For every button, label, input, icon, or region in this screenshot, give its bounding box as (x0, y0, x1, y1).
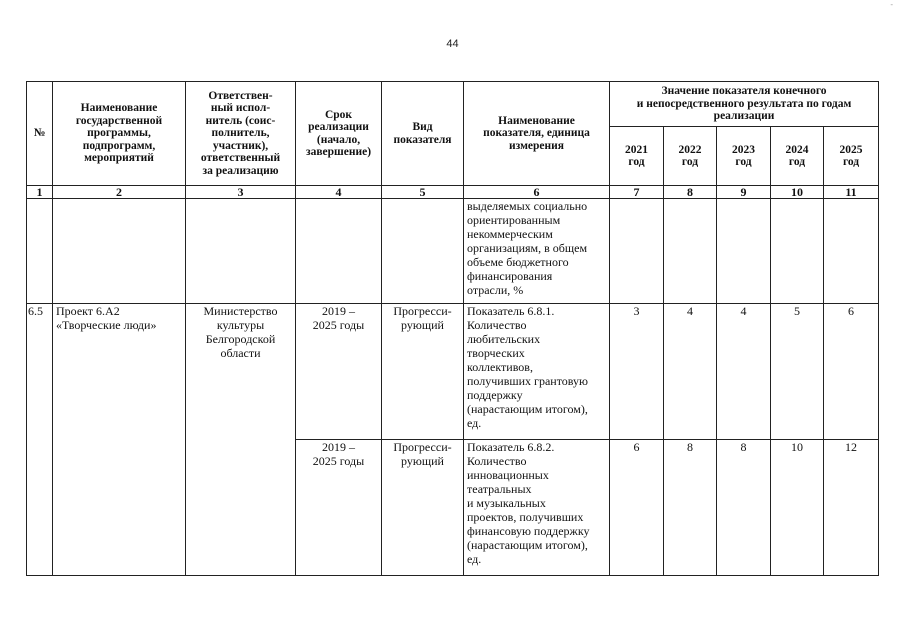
empty-cell (296, 199, 382, 304)
empty-cell (382, 199, 464, 304)
indicator-value: 8 (717, 440, 771, 576)
header-year: 2025 год (824, 127, 879, 186)
column-number: 4 (296, 186, 382, 199)
column-number: 10 (771, 186, 824, 199)
indicator-name: Показатель 6.8.2. Количество инновационных театральных и музыкальных проектов, получивших финансовую поддержку (нарастающим итогом), ед. (464, 440, 610, 576)
header-year: 2021 год (610, 127, 664, 186)
indicator-name: Показатель 6.8.1. Количество любительских творческих коллективов, получивших грантовую поддержку (нарастающим итогом), ед. (464, 304, 610, 440)
indicator-value: 4 (664, 304, 717, 440)
empty-cell (27, 199, 53, 304)
column-number: 2 (53, 186, 186, 199)
table-row (27, 304, 879, 440)
indicator-value: 6 (824, 304, 879, 440)
empty-cell (717, 199, 771, 304)
header-col-responsible: Ответствен- ный испол- нитель (соис- полнитель, участник), ответственный за реализацию (186, 82, 296, 186)
column-number: 3 (186, 186, 296, 199)
header-values-group: Значение показателя конечного и непосредственного результата по годам реализации (610, 82, 879, 127)
header-col-no: № (27, 82, 53, 186)
header-col-type: Вид показателя (382, 82, 464, 186)
header-col-term: Срок реализации (начало, завершение) (296, 82, 382, 186)
column-number: 7 (610, 186, 664, 199)
column-number: 9 (717, 186, 771, 199)
indicator-value: 10 (771, 440, 824, 576)
indicator-term: 2019 – 2025 годы (296, 440, 382, 576)
page-number: 44 (446, 38, 459, 50)
project-name: Проект 6.А2 «Творческие люди» (53, 304, 186, 576)
indicator-value: 8 (664, 440, 717, 576)
indicators-table (26, 81, 879, 576)
header-year: 2024 год (771, 127, 824, 186)
empty-cell (186, 199, 296, 304)
empty-cell (771, 199, 824, 304)
table-row (27, 199, 879, 304)
indicator-value: 3 (610, 304, 664, 440)
column-number: 6 (464, 186, 610, 199)
column-number: 1 (27, 186, 53, 199)
indicator-value: 4 (717, 304, 771, 440)
empty-cell (664, 199, 717, 304)
header-year: 2023 год (717, 127, 771, 186)
column-number: 5 (382, 186, 464, 199)
empty-cell (53, 199, 186, 304)
indicator-value: 12 (824, 440, 879, 576)
project-responsible: Министерство культуры Белгородской области (186, 304, 296, 576)
empty-cell (824, 199, 879, 304)
indicator-value: 6 (610, 440, 664, 576)
indicator-type: Прогресси- рующий (382, 440, 464, 576)
header-year: 2022 год (664, 127, 717, 186)
column-number: 11 (824, 186, 879, 199)
project-number: 6.5 (27, 304, 53, 576)
indicator-name-continued: выделяемых социально ориентированным некоммерческим организациям, в общем объеме бюджетного финансирования отрасли, % (464, 199, 610, 304)
indicator-type: Прогресси- рующий (382, 304, 464, 440)
column-number: 8 (664, 186, 717, 199)
indicator-term: 2019 – 2025 годы (296, 304, 382, 440)
indicator-value: 5 (771, 304, 824, 440)
header-col-program: Наименование государственной программы, подпрограмм, мероприятий (53, 82, 186, 186)
header-col-indicator: Наименование показателя, единица измерения (464, 82, 610, 186)
column-number-row (27, 186, 879, 199)
corner-mark: - (890, 0, 893, 9)
empty-cell (610, 199, 664, 304)
